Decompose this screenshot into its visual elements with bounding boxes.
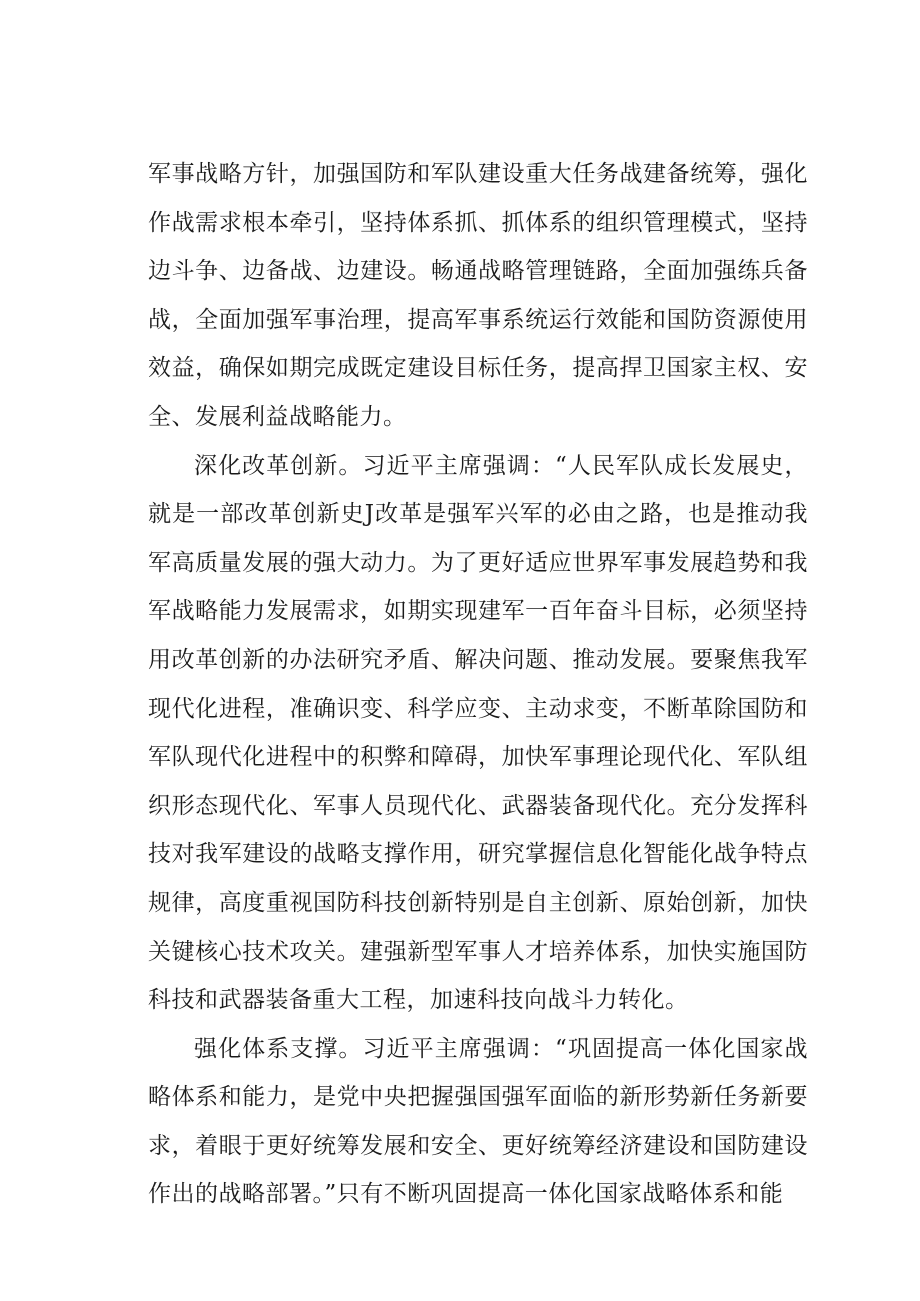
body-text	[148, 150, 808, 1219]
paragraph-deepen-reform: 深化改革创新。习近平主席强调：“人民军队成长发展史，就是一部改革创新史J改革是强军兴军的必由之路，也是推动我军高质量发展的强大动力。为了更好适应世界军事发展趋势和我军战略能力发展需求，如期实现建军一百年奋斗目标，必须坚持用改革创新的办法研究矛盾、解决问题、推动发展。要聚焦我军现代化进程，准确识变、科学应变、主动求变，不断革除国防和军队现代化进程中的积弊和障碍，加快军事理论现代化、军队组织形态现代化、军事人员现代化、武器装备现代化。充分发挥科技对我军建设的战略支撑作用，研究掌握信息化智能化战争特点规律，高度重视国防科技创新特别是自主创新、原始创新，加快关键核心技术攻关。建强新型军事人才培养体系，加快实施国防科技和武器装备重大工程，加速科技向战斗力转化。	[148, 452, 808, 1014]
paragraph-strengthen-system: 强化体系支撑。习近平主席强调：“巩固提高一体化国家战略体系和能力，是党中央把握强国强军面临的新形势新任务新要求，着眼于更好统筹发展和安全、更好统筹经济建设和国防建设作出的战略部署。”只有不断巩固提高一体化国家战略体系和能	[148, 1035, 808, 1208]
paragraph-continuation: 军事战略方针，加强国防和军队建设重大任务战建备统筹，强化作战需求根本牵引，坚持体系抓、抓体系的组织管理模式，坚持边斗争、边备战、边建设。畅通战略管理链路，全面加强练兵备战，全面加强军事治理，提高军事系统运行效能和国防资源使用效益，确保如期完成既定建设目标任务，提高捍卫国家主权、安全、发展利益战略能力。	[148, 161, 808, 430]
